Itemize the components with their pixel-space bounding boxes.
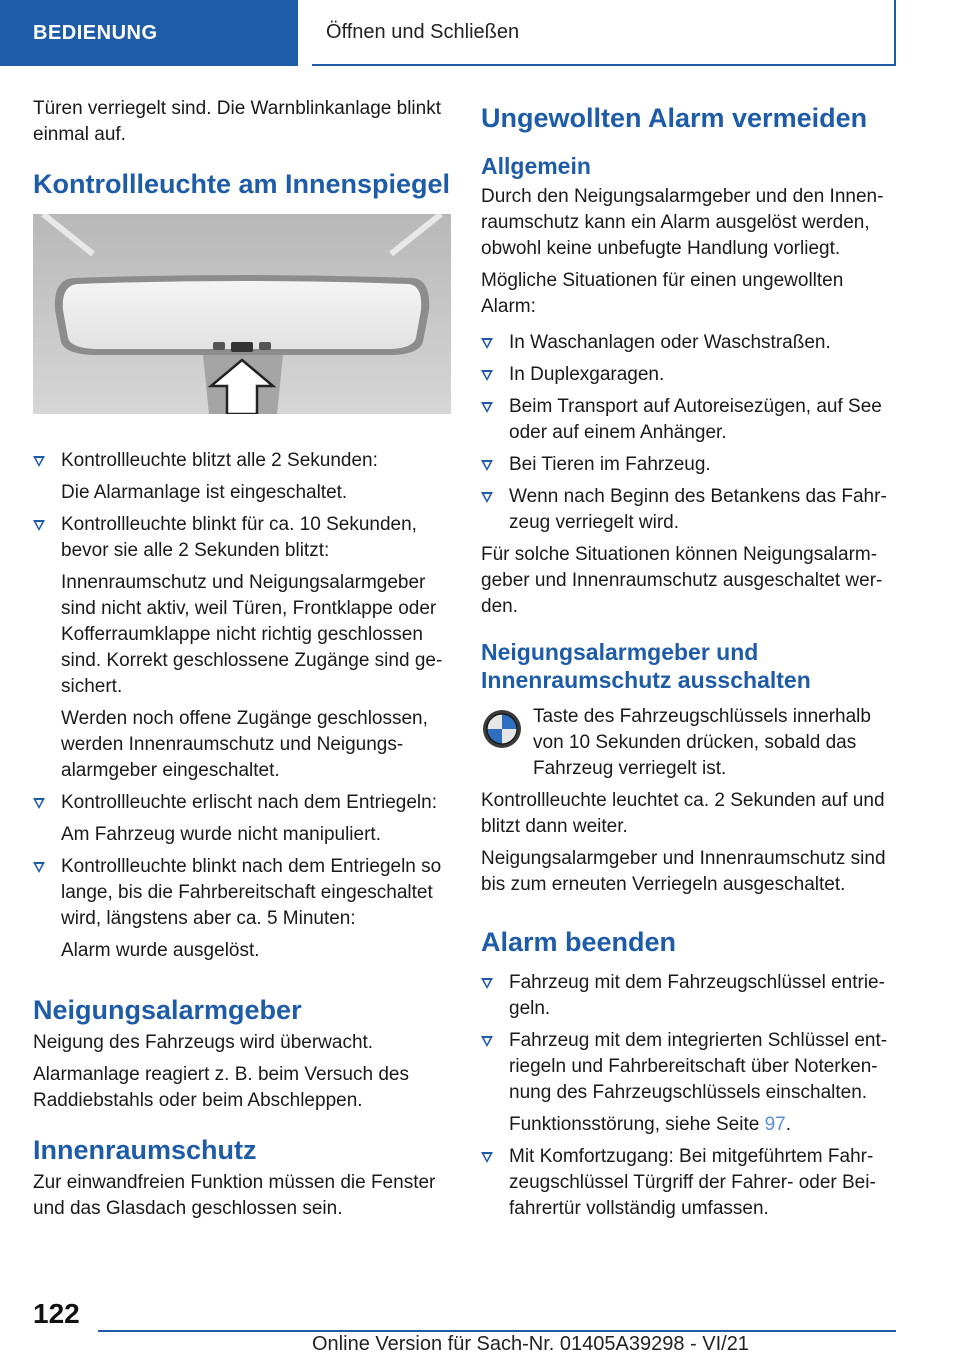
list-item-subtext: Die Alarmanlage ist eingeschaltet. (61, 482, 348, 503)
page-reference-link[interactable]: 97 (764, 1114, 786, 1135)
list-item-subtext: Innenraumschutz und Neigungsalarmgeber sind nicht aktiv, weil Türen, Frontklappe oder Kofferraumklappe nicht richtig geschlossen sind. Korrekt geschlossene Zugänge sind ge‐sichert. (61, 572, 443, 697)
footer-online-version: Online Version für Sach-Nr. 01405A39298 - VI/21 (312, 1333, 749, 1355)
list-item (481, 362, 895, 388)
ausschalten-paragraph-2: Kontrollleuchte leuchtet ca. 2 Sekunden auf und blitzt dann weiter. (481, 790, 885, 837)
allgemein-paragraph-2: Mögliche Situationen für einen ungewollten Alarm: (481, 270, 844, 317)
neigung-paragraph-1: Neigung des Fahrzeugs wird überwacht. (33, 1032, 374, 1053)
ausschalten-paragraph-3: Neigungsalarmgeber und Innenraumschutz sind bis zum erneuten Verriegeln ausgeschaltet. (481, 848, 886, 895)
list-item-text: In Duplexgaragen. (509, 364, 665, 385)
ausschalten-paragraph-1: Taste des Fahrzeugschlüssels innerhalb von 10 Sekunden drücken, sobald das Fahrzeug verriegelt ist. (533, 706, 871, 779)
bullet-triangle-icon (481, 370, 493, 381)
list-item (481, 330, 895, 356)
bullet-triangle-icon (33, 456, 45, 467)
list-item (481, 394, 895, 446)
heading-kontrollleuchte: Kontrollleuchte am Innenspiegel (33, 169, 451, 199)
neigung-paragraph-2: Alarmanlage reagiert z. B. beim Versuch des Raddiebstahls oder beim Abschleppen. (33, 1064, 409, 1111)
heading-neigungsalarmgeber: Neigungsalarmgeber (33, 995, 302, 1025)
footer-divider (98, 1330, 896, 1332)
heading-innenraumschutz: Innenraumschutz (33, 1135, 257, 1165)
vehicle-key-button-icon (481, 708, 523, 750)
list-item (481, 1144, 895, 1222)
list-item-text: In Waschanlagen oder Waschstraßen. (509, 332, 831, 353)
list-item-text: Kontrollleuchte blitzt alle 2 Sekunden: (61, 450, 378, 471)
heading-ausschalten: Neigungsalarmgeber und Innenraumschutz ausschalten (481, 639, 811, 693)
cross-reference-prefix: Funktionsstörung, siehe Seite (509, 1114, 765, 1135)
list-item (33, 854, 451, 964)
bullet-triangle-icon (481, 978, 493, 989)
list-item-text: Fahrzeug mit dem Fahrzeugschlüssel entrie‐geln. (509, 972, 885, 1019)
list-item-subtext: Alarm wurde ausgelöst. (61, 940, 260, 961)
allgemein-paragraph-3: Für solche Situationen können Neigungsalarm‐geber und Innenraumschutz ausgeschaltet wer‐den. (481, 544, 883, 617)
bullet-triangle-icon (33, 862, 45, 873)
list-item (481, 1028, 895, 1138)
key-instruction (481, 704, 895, 782)
list-item-text: Beim Transport auf Autoreisezügen, auf See oder auf einem Anhänger. (509, 396, 882, 443)
section-tab: BEDIENUNG (0, 0, 298, 66)
bullet-triangle-icon (481, 338, 493, 349)
list-item-text: Kontrollleuchte erlischt nach dem Entriegeln: (61, 792, 437, 813)
page-number: 122 (33, 1298, 80, 1329)
bullet-triangle-icon (481, 402, 493, 413)
bullet-triangle-icon (33, 798, 45, 809)
intro-paragraph: Türen verriegelt sind. Die Warnblinkanlage blinkt einmal auf. (33, 98, 441, 145)
list-item-text: Wenn nach Beginn des Betankens das Fahr‐zeug verriegelt wird. (509, 486, 887, 533)
list-item-subtext: Am Fahrzeug wurde nicht manipuliert. (61, 824, 381, 845)
heading-ungewollten-alarm: Ungewollten Alarm vermeiden (481, 103, 868, 133)
left-column (33, 96, 451, 1228)
beenden-list (481, 970, 895, 1222)
bullet-triangle-icon (481, 1152, 493, 1163)
list-item-text: Bei Tieren im Fahrzeug. (509, 454, 711, 475)
list-item (33, 448, 451, 506)
allgemein-paragraph-1: Durch den Neigungsalarmgeber und den Innen‐raumschutz kann ein Alarm ausgelöst werden, obwohl keine unbefugte Handlung vorliegt. (481, 186, 884, 259)
kontrollleuchte-list (33, 448, 451, 964)
list-item (33, 512, 451, 784)
list-item-text: Kontrollleuchte blinkt für ca. 10 Sekunden, bevor sie alle 2 Sekunden blitzt: (61, 514, 417, 561)
bullet-triangle-icon (481, 1036, 493, 1047)
situations-list (481, 330, 895, 536)
bullet-triangle-icon (33, 520, 45, 531)
list-item (481, 484, 895, 536)
list-item (481, 452, 895, 478)
list-item (33, 790, 451, 848)
list-item (481, 970, 895, 1022)
right-column (481, 96, 895, 1228)
heading-alarm-beenden: Alarm beenden (481, 927, 677, 957)
cross-reference-suffix: . (785, 1114, 792, 1135)
bullet-triangle-icon (481, 492, 493, 503)
list-item-text: Mit Komfortzugang: Bei mitgeführtem Fahr‐zeugschlüssel Türgriff der Fahrer- oder Bei‐fahrertür vollständig umfassen. (509, 1146, 876, 1219)
bullet-triangle-icon (481, 460, 493, 471)
list-item-subtext: Werden noch offene Zugänge geschlossen, werden Innenraumschutz und Neigungs‐alarmgeber eingeschaltet. (61, 708, 428, 781)
list-item-text: Kontrollleuchte blinkt nach dem Entriegeln so lange, bis die Fahrbereitschaft eingeschaltet wird, längstens aber ca. 5 Minuten: (61, 856, 442, 929)
heading-allgemein: Allgemein (481, 153, 591, 179)
chapter-title: Öffnen und Schließen (312, 0, 896, 66)
rear-view-mirror-illustration (33, 214, 451, 414)
list-item-subtext (509, 1112, 895, 1138)
innen-paragraph-1: Zur einwandfreien Funktion müssen die Fenster und das Glasdach geschlossen sein. (33, 1172, 436, 1219)
list-item-text: Fahrzeug mit dem integrierten Schlüssel ent‐riegeln und Fahrbereitschaft über Noterken‐nung des Fahrzeugschlüssels einschalten. (509, 1030, 888, 1103)
